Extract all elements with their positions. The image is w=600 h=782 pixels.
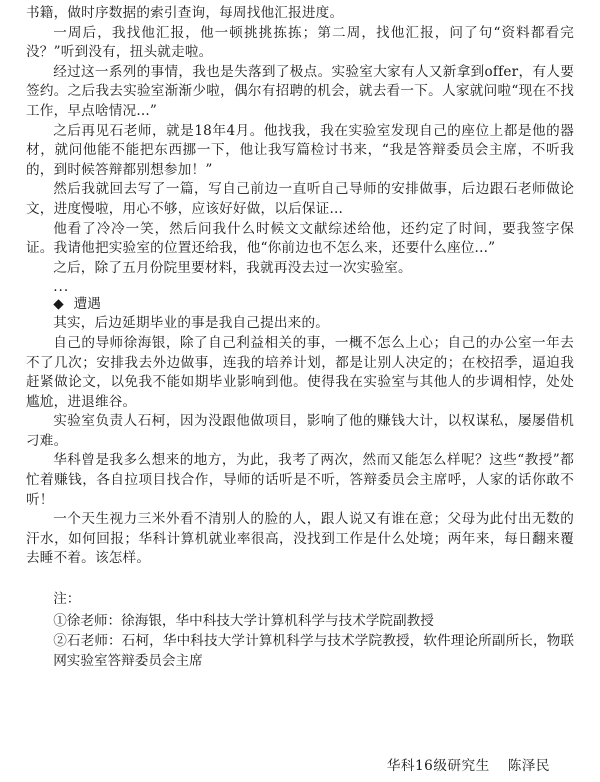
section-heading [26, 294, 574, 314]
paragraph: 华科曾是我多么想来的地方，为此，我考了两次，然而又能怎么样呢？这些“教授”都忙着赚钱，各自拉项目找合作，导师的话听是不听，答辩委员会主席呼，人家的话你敢不听！ [26, 452, 574, 508]
paragraph: 之后，除了五月份院里要材料，我就再没去过一次实验室。 [53, 259, 412, 276]
paragraph: 自己的导师徐海银，除了自己利益相关的事，一概不怎么上心；自己的办公室一年去不了几次；安排我去外边做事，连我的培养计划，都是让别人决定的；在校招季，逼迫我赶紧做论文，以免我不能如期毕业影响到他。使得我在实验室与其他人的步调相悖，处处尴尬，进退维谷。 [26, 334, 574, 410]
author-signature [387, 756, 550, 776]
paragraph: 之后再见石老师，就是18年4月。他找我，我在实验室发现自己的座位上都是他的器材，就问他能不能把东西挪一下，他让我写篇检讨书来，“我是答辩委员会主席，不听我的，到时候答辩都别想参加！” [26, 122, 574, 178]
notes-label: 注： [53, 591, 81, 608]
author-name: 陈泽民 [507, 758, 550, 774]
note-item-2: ②石老师：石柯，华中科技大学计算机科学与技术学院教授，软件理论所副所长，物联网实验室答辩委员会主席 [53, 633, 574, 670]
body-text-top [26, 4, 574, 278]
paragraph: 实验室负责人石柯，因为没跟他做项目，影响了他的赚钱大计，以权谋私，屡屡借机刁难。 [26, 413, 574, 449]
paragraph: 然后我就回去写了一篇，写自己前边一直听自己导师的安排做事，后边跟石老师做论文，进度慢啦，用心不够，应该好好做，以后保证... [26, 181, 574, 217]
note-item-1: ①徐老师：徐海银，华中科技大学计算机科学与技术学院副教授 [53, 613, 434, 630]
ellipsis-separator: ... [53, 279, 70, 296]
paragraph: 一周后，我找他汇报，他一顿挑挑拣拣；第二周，找他汇报，问了句“资料都看完没？”听到没有，扭头就走啦。 [26, 24, 574, 61]
author-affiliation: 华科16级研究生 [386, 758, 490, 774]
paragraph: 一个天生视力三米外看不清别人的脸的人，跟人说又有谁在意；父母为此付出无数的汗水，如何回报；华科计算机就业率很高，没找到工作是什么处境；两年来，每日翻来覆去睡不着。该怎样。 [26, 511, 574, 567]
paragraph: 他看了冷冷一笑，然后问我什么时候文文献综述给他，还约定了时间，要我签字保证。我请他把实验室的位置还给我，他“你前边也不怎么来，还要什么座位...” [26, 220, 574, 257]
diamond-bullet-icon: ◆ [53, 296, 64, 313]
paragraph: 书籍，做时序数据的索引查询，每周找他汇报进度。 [26, 5, 344, 21]
body-text-bottom [26, 314, 574, 569]
paragraph: 经过这一系列的事情，我也是失落到了极点。实验室大家有人又新拿到offer，有人要签约。之后我去实验室渐渐少啦，偶尔有招聘的机会，就去看一下。人家就问啦“现在不找工作，早点啥情况...” [26, 63, 574, 119]
footnotes [26, 589, 574, 671]
section-title: 遭遇 [73, 296, 101, 313]
paragraph: 其实，后边延期毕业的事是我自己提出来的。 [53, 315, 330, 332]
